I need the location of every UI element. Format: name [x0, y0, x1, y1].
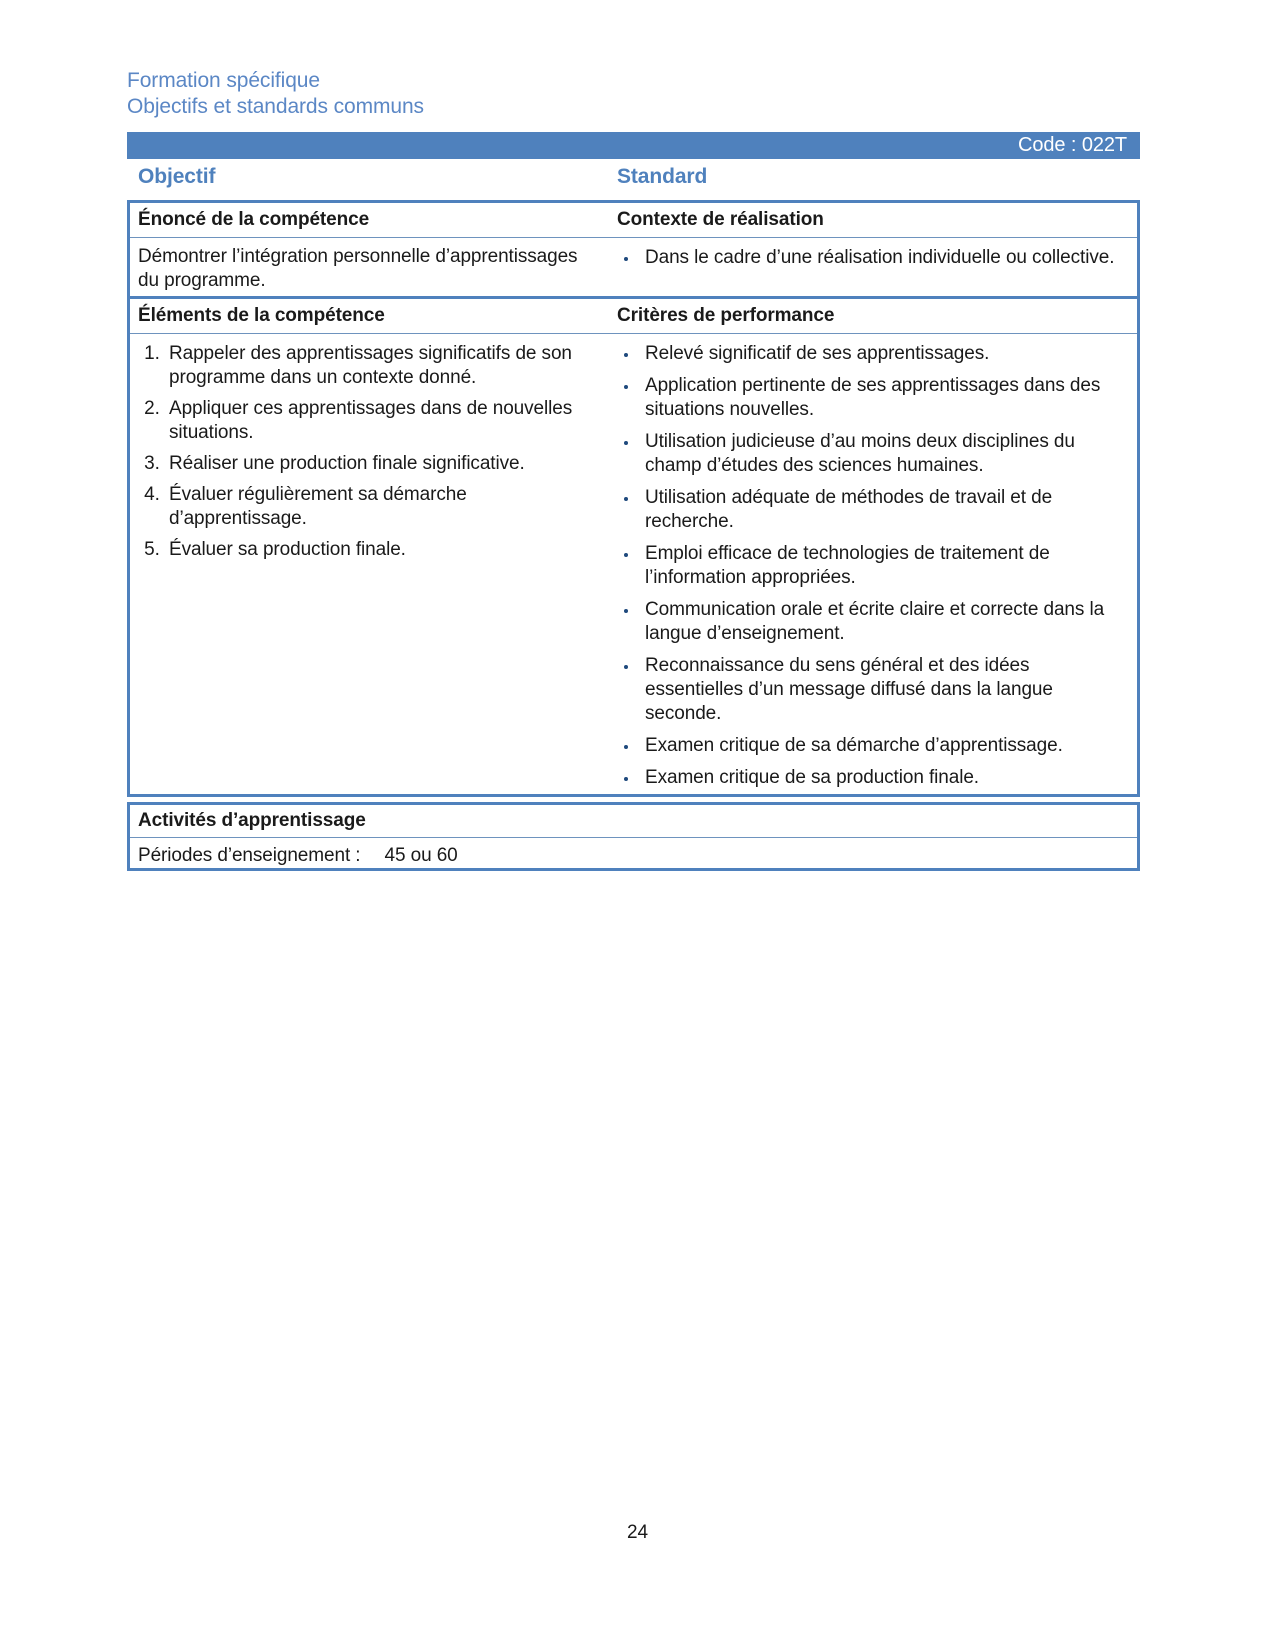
list-item: 2. Appliquer ces apprentissages dans de nouvelles situations. — [165, 397, 603, 445]
table1-left-cell — [130, 238, 609, 298]
competence-statement: Démontrer l’intégration personnelle d’apprentissages du programme. — [138, 246, 578, 291]
list-item: • Emploi efficace de technologies de traitement de l’information appropriées. — [639, 542, 1121, 590]
periodes-value: 45 ou 60 — [384, 845, 458, 866]
code-bar — [127, 132, 1140, 159]
elements-numbered-list — [138, 342, 603, 562]
list-item: 1. Rappeler des apprentissages significatifs de son programme dans un contexte donné. — [165, 342, 603, 390]
column-titles — [127, 163, 1140, 195]
periodes-row — [130, 838, 1137, 871]
page-number: 24 — [627, 1522, 648, 1543]
table2-right-header: Critères de performance — [617, 305, 835, 326]
objectif-title: Objectif — [138, 165, 216, 188]
table2-right-cell — [609, 334, 1137, 803]
standard-title: Standard — [617, 165, 708, 188]
document-header — [127, 68, 424, 120]
table1-header-row — [130, 203, 1137, 238]
list-item: 4. Évaluer régulièrement sa démarche d’apprentissage. — [165, 483, 603, 531]
table1-left-header: Énoncé de la compétence — [138, 209, 370, 230]
list-item: • Application pertinente de ses apprentissages dans des situations nouvelles. — [639, 374, 1121, 422]
activites-table — [127, 802, 1140, 871]
list-item: • Examen critique de sa démarche d’apprentissage. — [639, 734, 1121, 758]
table2-left-header: Éléments de la compétence — [138, 305, 385, 326]
list-item: • Examen critique de sa production finale. — [639, 766, 1121, 790]
code-label: Code : 022T — [1018, 134, 1127, 156]
header-line-1: Formation spécifique — [127, 69, 320, 92]
table2-body-row — [130, 334, 1137, 803]
table2-header-row — [130, 299, 1137, 334]
list-item: • Dans le cadre d’une réalisation individuelle ou collective. — [639, 246, 1121, 270]
table1-right-header: Contexte de réalisation — [617, 209, 824, 230]
header-line-2: Objectifs et standards communs — [127, 95, 424, 118]
table1-body-row — [130, 238, 1137, 298]
contexte-bullet-list — [617, 246, 1121, 270]
periodes-label: Périodes d’enseignement : — [138, 845, 361, 866]
enonce-competence-table — [127, 200, 1140, 301]
list-item: • Relevé significatif de ses apprentissages. — [639, 342, 1121, 366]
table1-right-cell — [609, 238, 1137, 298]
list-item: 5. Évaluer sa production finale. — [165, 538, 603, 562]
list-item: • Utilisation judicieuse d’au moins deux disciplines du champ d’études des sciences humaines. — [639, 430, 1121, 478]
activites-header: Activités d’apprentissage — [130, 805, 1137, 838]
list-item: • Reconnaissance du sens général et des idées essentielles d’un message diffusé dans la langue seconde. — [639, 654, 1121, 726]
criteres-bullet-list — [617, 342, 1121, 790]
table2-left-cell — [130, 334, 609, 803]
list-item: 3. Réaliser une production finale significative. — [165, 452, 603, 476]
elements-criteres-table — [127, 296, 1140, 797]
list-item: • Communication orale et écrite claire et correcte dans la langue d’enseignement. — [639, 598, 1121, 646]
list-item: • Utilisation adéquate de méthodes de travail et de recherche. — [639, 486, 1121, 534]
